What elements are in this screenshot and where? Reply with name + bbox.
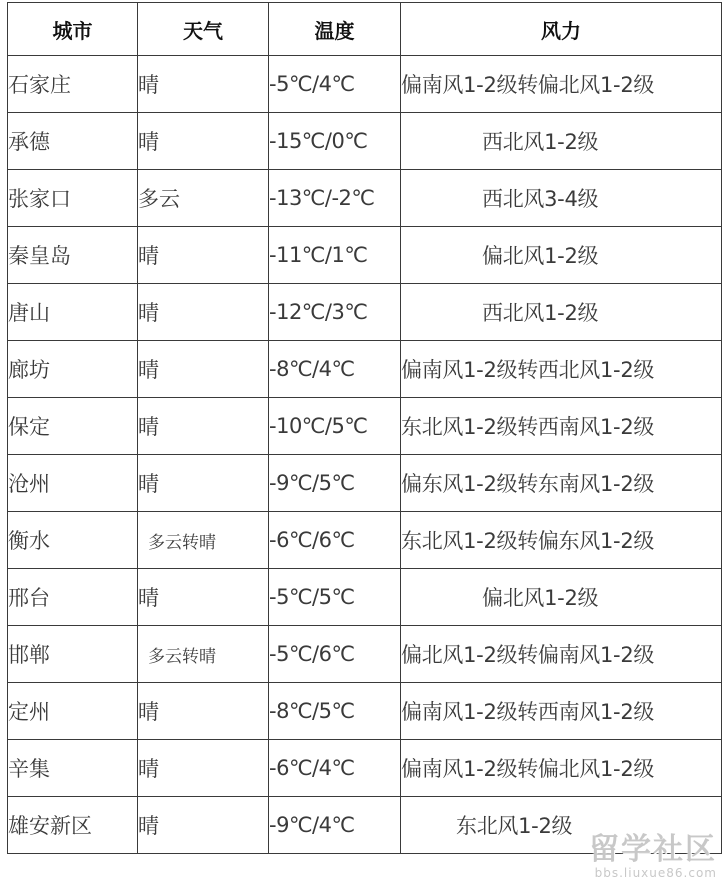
weather-cell: 晴 (138, 683, 269, 740)
city-cell: 邯郸 (8, 626, 138, 683)
temperature-cell: -6℃/4℃ (269, 740, 401, 797)
temperature-cell: -5℃/6℃ (269, 626, 401, 683)
table-row (8, 512, 722, 569)
table-row (8, 797, 722, 854)
wind-cell: 偏北风1-2级 (401, 227, 722, 284)
temperature-cell: -5℃/5℃ (269, 569, 401, 626)
table-row (8, 398, 722, 455)
city-cell: 承德 (8, 113, 138, 170)
wind-cell: 偏南风1-2级转偏北风1-2级 (401, 740, 722, 797)
table-body (8, 56, 722, 854)
table-row (8, 56, 722, 113)
wind-cell: 偏东风1-2级转东南风1-2级 (401, 455, 722, 512)
city-cell: 唐山 (8, 284, 138, 341)
wind-cell: 东北风1-2级转偏东风1-2级 (401, 512, 722, 569)
city-cell: 保定 (8, 398, 138, 455)
weather-cell: 晴 (138, 56, 269, 113)
weather-cell: 多云转晴 (138, 512, 269, 569)
city-cell: 石家庄 (8, 56, 138, 113)
temperature-cell: -10℃/5℃ (269, 398, 401, 455)
table-row (8, 455, 722, 512)
temperature-cell: -8℃/5℃ (269, 683, 401, 740)
temperature-cell: -13℃/-2℃ (269, 170, 401, 227)
header-temperature: 温度 (269, 3, 401, 56)
table-row (8, 284, 722, 341)
table-row (8, 227, 722, 284)
wind-cell: 西北风1-2级 (401, 113, 722, 170)
weather-cell: 多云转晴 (138, 626, 269, 683)
temperature-cell: -11℃/1℃ (269, 227, 401, 284)
weather-cell: 晴 (138, 341, 269, 398)
header-row (8, 3, 722, 56)
weather-cell: 晴 (138, 569, 269, 626)
table-row (8, 113, 722, 170)
table-row (8, 569, 722, 626)
watermark-url: bbs.liuxue86.com (594, 866, 717, 880)
table-row (8, 683, 722, 740)
wind-cell: 西北风3-4级 (401, 170, 722, 227)
wind-cell: 偏南风1-2级转西北风1-2级 (401, 341, 722, 398)
city-cell: 张家口 (8, 170, 138, 227)
weather-cell: 晴 (138, 227, 269, 284)
weather-table (7, 2, 722, 854)
city-cell: 雄安新区 (8, 797, 138, 854)
temperature-cell: -6℃/6℃ (269, 512, 401, 569)
temperature-cell: -8℃/4℃ (269, 341, 401, 398)
wind-cell: 东北风1-2级 (401, 797, 722, 854)
temperature-cell: -12℃/3℃ (269, 284, 401, 341)
city-cell: 定州 (8, 683, 138, 740)
city-cell: 秦皇岛 (8, 227, 138, 284)
city-cell: 廊坊 (8, 341, 138, 398)
table-row (8, 740, 722, 797)
wind-cell: 偏南风1-2级转西南风1-2级 (401, 683, 722, 740)
city-cell: 邢台 (8, 569, 138, 626)
weather-cell: 晴 (138, 455, 269, 512)
temperature-cell: -15℃/0℃ (269, 113, 401, 170)
header-wind: 风力 (401, 3, 722, 56)
weather-cell: 晴 (138, 797, 269, 854)
city-cell: 衡水 (8, 512, 138, 569)
weather-cell: 晴 (138, 284, 269, 341)
table-row (8, 170, 722, 227)
weather-cell: 晴 (138, 113, 269, 170)
wind-cell: 偏北风1-2级转偏南风1-2级 (401, 626, 722, 683)
city-cell: 沧州 (8, 455, 138, 512)
weather-cell: 晴 (138, 740, 269, 797)
weather-cell: 多云 (138, 170, 269, 227)
city-cell: 辛集 (8, 740, 138, 797)
weather-cell: 晴 (138, 398, 269, 455)
header-weather: 天气 (138, 3, 269, 56)
wind-cell: 东北风1-2级转西南风1-2级 (401, 398, 722, 455)
wind-cell: 西北风1-2级 (401, 284, 722, 341)
temperature-cell: -9℃/5℃ (269, 455, 401, 512)
table-header (8, 3, 722, 56)
wind-cell: 偏北风1-2级 (401, 569, 722, 626)
table-row (8, 341, 722, 398)
temperature-cell: -9℃/4℃ (269, 797, 401, 854)
watermark-logo-text: 留学社区 (589, 832, 717, 867)
header-city: 城市 (8, 3, 138, 56)
temperature-cell: -5℃/4℃ (269, 56, 401, 113)
wind-cell: 偏南风1-2级转偏北风1-2级 (401, 56, 722, 113)
table-row (8, 626, 722, 683)
